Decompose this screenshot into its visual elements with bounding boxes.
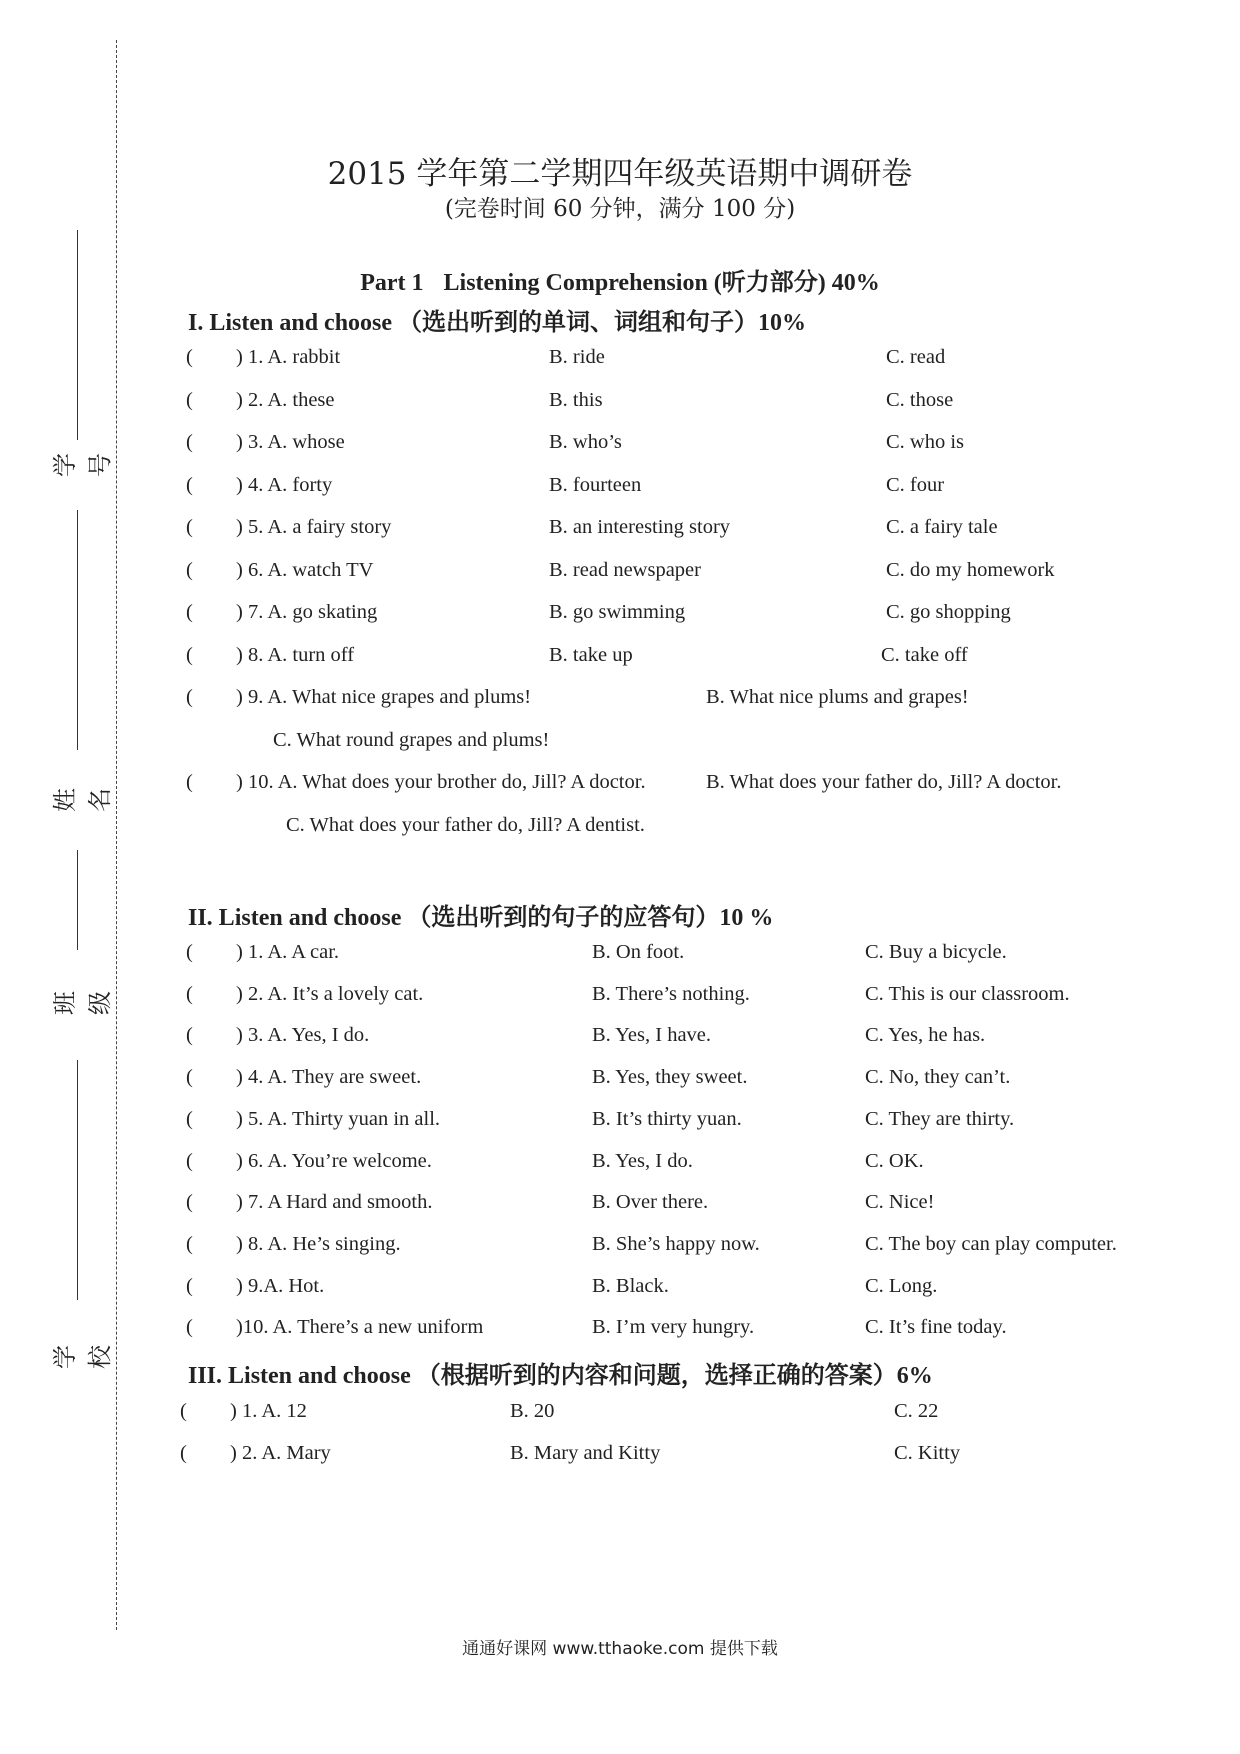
option-c: C. It’s fine today.: [865, 1316, 1007, 1338]
side-field-xingming: [51, 510, 114, 812]
part-heading: [0, 262, 1240, 297]
question-row: [186, 983, 1186, 1013]
option-b: B. Black.: [592, 1275, 669, 1297]
label-banji: 班级: [51, 991, 114, 1015]
option-b: B. What nice plums and grapes!: [706, 686, 969, 708]
option-b: B. ride: [549, 346, 605, 368]
answer-paren: (: [186, 516, 193, 538]
answer-paren: (: [186, 601, 193, 623]
question-row: [186, 1316, 1186, 1346]
option-c: C. do my homework: [886, 559, 1055, 581]
answer-paren: (: [186, 1275, 193, 1297]
answer-paren: (: [186, 1150, 193, 1172]
answer-paren: (: [186, 1108, 193, 1130]
option-c: C. Nice!: [865, 1191, 935, 1213]
option-b: B. Mary and Kitty: [510, 1442, 661, 1464]
option-c: C. They are thirty.: [865, 1108, 1015, 1130]
option-a: ) 3. A. Yes, I do.: [236, 1024, 370, 1046]
option-c: C. No, they can’t.: [865, 1066, 1011, 1088]
option-b: B. fourteen: [549, 474, 642, 496]
option-c: C. What round grapes and plums!: [273, 729, 550, 751]
option-a: ) 7. A Hard and smooth.: [236, 1191, 433, 1213]
option-c: C. What does your father do, Jill? A dentist.: [286, 814, 645, 836]
option-b: B. 20: [510, 1400, 555, 1422]
option-c: C. Kitty: [894, 1442, 961, 1464]
answer-paren: (: [186, 1233, 193, 1255]
question-row: [186, 389, 1186, 419]
option-a: ) 8. A. turn off: [236, 644, 355, 666]
option-b: B. an interesting story: [549, 516, 731, 538]
question-row: [180, 1400, 1180, 1430]
option-c: C. take off: [881, 644, 968, 666]
question-row: [186, 1233, 1186, 1263]
option-a: ) 1. A. 12: [230, 1400, 307, 1422]
blank-line: [77, 850, 78, 950]
answer-paren: (: [186, 346, 193, 368]
option-a: ) 7. A. go skating: [236, 601, 378, 623]
blank-line: [77, 1060, 78, 1300]
option-c: C. those: [886, 389, 954, 411]
question-row: [186, 1108, 1186, 1138]
answer-paren: (: [186, 1316, 193, 1338]
option-a: ) 8. A. He’s singing.: [236, 1233, 401, 1255]
option-b: B. go swimming: [549, 601, 686, 623]
option-b: B. read newspaper: [549, 559, 701, 581]
question-row: [186, 686, 1186, 716]
option-a: ) 10. A. What does your brother do, Jill? A doctor.: [236, 771, 646, 793]
question-row: [186, 1191, 1186, 1221]
option-a: ) 2. A. It’s a lovely cat.: [236, 983, 424, 1005]
question-row: [186, 601, 1186, 631]
side-field-xuexiao: [51, 1060, 114, 1380]
option-a: ) 2. A. Mary: [230, 1442, 331, 1464]
answer-paren: (: [186, 983, 193, 1005]
option-b: B. What does your father do, Jill? A doctor.: [706, 771, 1062, 793]
question-row: [186, 474, 1186, 504]
option-a: ) 5. A. a fairy story: [236, 516, 392, 538]
answer-paren: (: [186, 559, 193, 581]
label-xuehao: 学号: [51, 453, 114, 477]
footer-credit: 通通好课网 www.tthaoke.com 提供下载: [462, 1639, 778, 1659]
option-a: ) 5. A. Thirty yuan in all.: [236, 1108, 441, 1130]
option-c: C. Long.: [865, 1275, 938, 1297]
option-a: ) 2. A. these: [236, 389, 335, 411]
option-a: ) 6. A. You’re welcome.: [236, 1150, 432, 1172]
question-row: [180, 1442, 1180, 1472]
option-a: )10. A. There’s a new uniform: [236, 1316, 484, 1338]
question-row-continued: [186, 814, 1186, 844]
label-xingming: 姓名: [51, 788, 114, 812]
option-c: C. This is our classroom.: [865, 983, 1070, 1005]
answer-paren: (: [186, 941, 193, 963]
option-a: ) 1. A. A car.: [236, 941, 340, 963]
question-row: [186, 941, 1186, 971]
question-row: [186, 1150, 1186, 1180]
answer-paren: (: [186, 1066, 193, 1088]
page-title: 2015 学年第二学期四年级英语期中调研卷: [327, 156, 913, 192]
option-c: C. go shopping: [886, 601, 1011, 623]
question-row: [186, 516, 1186, 546]
question-row: [186, 1066, 1186, 1096]
part-label: Part 1: [360, 270, 424, 296]
option-a: ) 3. A. whose: [236, 431, 345, 453]
option-a: ) 4. A. forty: [236, 474, 333, 496]
answer-paren: (: [186, 686, 193, 708]
option-b: B. Yes, I have.: [592, 1024, 712, 1046]
option-b: B. Yes, I do.: [592, 1150, 693, 1172]
question-row: [186, 346, 1186, 376]
option-c: C. The boy can play computer.: [865, 1233, 1117, 1255]
question-row-continued: [186, 729, 1186, 759]
label-xuexiao: 学校: [51, 1345, 114, 1369]
option-c: C. four: [886, 474, 945, 496]
option-b: B. It’s thirty yuan.: [592, 1108, 742, 1130]
section-heading: II. Listen and choose （选出听到的句子的应答句）10 %: [188, 905, 774, 931]
option-c: C. 22: [894, 1400, 939, 1422]
answer-paren: (: [186, 1191, 193, 1213]
option-b: B. take up: [549, 644, 633, 666]
option-b: B. I’m very hungry.: [592, 1316, 755, 1338]
answer-paren: (: [186, 771, 193, 793]
option-a: ) 1. A. rabbit: [236, 346, 341, 368]
option-a: ) 4. A. They are sweet.: [236, 1066, 422, 1088]
answer-paren: (: [186, 644, 193, 666]
side-field-banji: [51, 850, 114, 1015]
option-b: B. who’s: [549, 431, 622, 453]
question-row: [186, 1275, 1186, 1305]
option-b: B. Yes, they sweet.: [592, 1066, 748, 1088]
question-row: [186, 431, 1186, 461]
question-row: [186, 644, 1186, 674]
option-b: B. She’s happy now.: [592, 1233, 760, 1255]
option-a: ) 6. A. watch TV: [236, 559, 374, 581]
section-heading: I. Listen and choose （选出听到的单词、词组和句子）10%: [188, 310, 807, 336]
option-c: C. read: [886, 346, 946, 368]
answer-paren: (: [180, 1400, 187, 1422]
answer-paren: (: [186, 1024, 193, 1046]
answer-paren: (: [186, 431, 193, 453]
question-row: [186, 1024, 1186, 1054]
answer-paren: (: [180, 1442, 187, 1464]
option-c: C. Buy a bicycle.: [865, 941, 1007, 963]
blank-line: [77, 330, 78, 440]
answer-paren: (: [186, 474, 193, 496]
blank-line: [77, 510, 78, 750]
option-a: ) 9. A. What nice grapes and plums!: [236, 686, 532, 708]
option-a: ) 9.A. Hot.: [236, 1275, 325, 1297]
option-c: C. Yes, he has.: [865, 1024, 986, 1046]
option-b: B. Over there.: [592, 1191, 709, 1213]
question-row: [186, 559, 1186, 589]
question-row: [186, 771, 1186, 801]
page-subtitle: (完卷时间 60 分钟，满分 100 分): [444, 196, 796, 222]
option-b: B. On foot.: [592, 941, 685, 963]
part-title: Listening Comprehension (听力部分) 40%: [443, 270, 880, 296]
option-c: C. who is: [886, 431, 965, 453]
answer-paren: (: [186, 389, 193, 411]
option-b: B. this: [549, 389, 603, 411]
option-c: C. a fairy tale: [886, 516, 998, 538]
option-b: B. There’s nothing.: [592, 983, 750, 1005]
section-heading: III. Listen and choose （根据听到的内容和问题，选择正确的答案）6%: [188, 1363, 933, 1389]
option-c: C. OK.: [865, 1150, 924, 1172]
